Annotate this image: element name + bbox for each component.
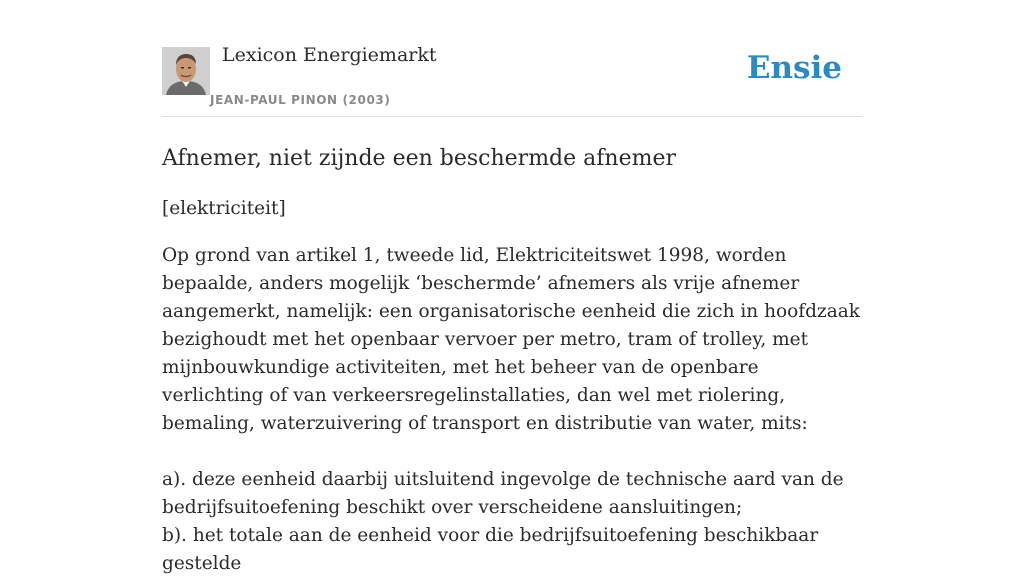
brand-logo[interactable]: Ensie (746, 50, 842, 86)
book-title[interactable]: Lexicon Energiemarkt (222, 44, 437, 66)
author-avatar[interactable] (162, 47, 210, 95)
author-name[interactable]: JEAN-PAUL PINON (2003) (210, 93, 391, 107)
entry-header (162, 0, 862, 117)
entry-container (162, 0, 862, 578)
entry-category: [elektriciteit] (162, 198, 286, 219)
entry-body: Op grond van artikel 1, tweede lid, Elektriciteitswet 1998, worden bepaalde, anders mogelijk ‘beschermde’ afnemers als vrije afnemer aangemerkt, namelijk: een organisatorische eenheid die zich in hoofdzaak bezighoudt met het openbaar vervoer per metro, tram of trolley, met mijnbouwkundige activiteiten, met het beheer van de openbare verlichting of van verkeersregelinstallaties, dan wel met riolering, bemaling, waterzuivering of transport en distributie van water, mits: a). deze eenheid daarbij uitsluitend ingevolge de technische aard van de bedrijfsuitoefening beschikt over verscheidene aansluitingen; b). het totale aan de eenheid voor die bedrijfsuitoefening beschikbaar gestelde (162, 245, 860, 574)
entry-title: Afnemer, niet zijnde een beschermde afnemer (162, 146, 676, 171)
author-portrait-icon (162, 47, 210, 95)
